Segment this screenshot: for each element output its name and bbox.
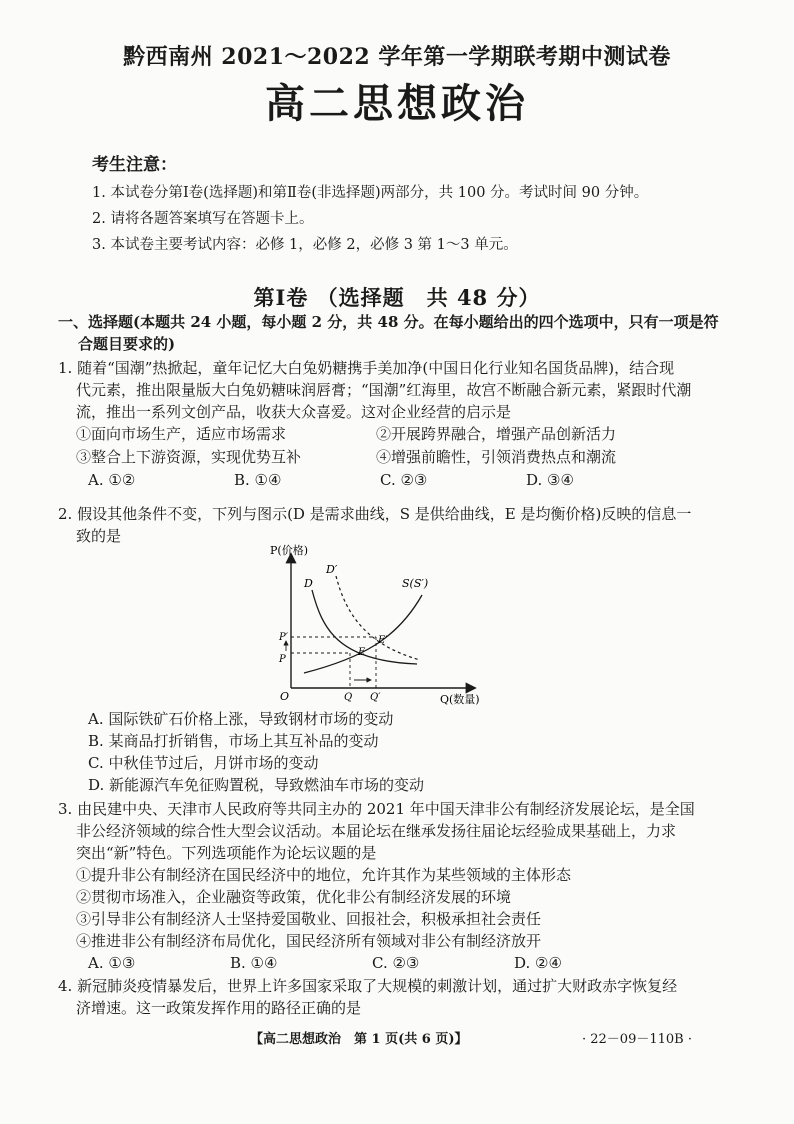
statement-option: ④增强前瞻性，引领消费热点和潮流 [376,448,617,466]
statement-option: ①面向市场生产，适应市场需求 [76,425,287,443]
choice-row [58,952,758,974]
label-e-prime: E′ [378,635,388,646]
notice-item: 2. 请将各题答案填写在答题卡上。 [92,211,314,227]
notice-heading: 考生注意： [92,155,177,175]
choice-b: B. 某商品打折销售，市场上其互补品的变动 [88,732,379,750]
question-text: 流，推出一系列文创产品，收获大众喜爱。这对企业经营的启示是 [76,403,512,421]
question-text: 代元素，推出限量版大白兔奶糖味润唇膏；“国潮”红海里，故宫不断融合新元素，紧跟时代潮 [76,381,692,399]
exam-title: 高二思想政治 [265,80,529,127]
exam-header-line: 黔西南州 2021～2022 学年第一学期联考期中测试卷 [123,44,671,70]
label-p: P [279,654,286,665]
label-e: E [358,647,366,658]
statement-option: ①提升非公有制经济在国民经济中的地位，允许其作为某些领域的主体形态 [76,866,572,884]
label-q-prime: Q′ [370,692,381,703]
question-text: 3. 由民建中央、天津市人民政府等共同主办的 2021 年中国天津非公有制经济发展论坛，是全国 [58,800,695,818]
question-text: 致的是 [76,527,122,545]
question-text: 1. 随着“国潮”热掀起，童年记忆大白兔奶糖携手美加净(中国日化行业知名国货品牌)，结合现 [58,359,675,377]
choice-c: C. ②③ [372,954,420,972]
question-1 [58,357,758,491]
choice-a: A. ①③ [88,954,136,972]
choice-b: B. ①④ [230,954,278,972]
option-row [58,446,758,469]
label-q: Q [344,692,353,703]
question-text: 济增速。这一政策发挥作用的路径正确的是 [76,999,362,1017]
question-text: 4. 新冠肺炎疫情暴发后，世界上许多国家采取了大规模的刺激计划，通过扩大财政赤字恢复经 [58,977,678,995]
label-d-prime: D′ [326,563,338,576]
choice-c: C. ②③ [380,471,428,489]
choice-d: D. 新能源汽车免征购置税，导致燃油车市场的变动 [88,776,425,794]
notice-item: 3. 本试卷主要考试内容：必修 1，必修 2，必修 3 第 1～3 单元。 [92,237,518,253]
question-text: 非公经济领域的综合性大型会议活动。本届论坛在继承发扬往届论坛经验成果基础上，力求 [76,822,677,840]
choice-row [58,469,758,491]
question-text: 2. 假设其他条件不变，下列与图示(D 是需求曲线，S 是供给曲线，E 是均衡价格)反映的信息一 [58,505,692,523]
label-p-prime: P′ [279,632,288,643]
question-2 [58,503,758,547]
notice-item: 1. 本试卷分第Ⅰ卷(选择题)和第Ⅱ卷(非选择题)两部分，共 100 分。考试时间 90 分钟。 [92,185,649,201]
question-3 [58,798,758,974]
instr-line: 一、选择题(本题共 24 小题，每小题 2 分，共 48 分。在每小题给出的四个选项中，只有一项是符 [58,313,719,331]
notice-list [92,180,742,258]
choice-d: D. ②④ [514,954,562,972]
y-axis-label: P(价格) [270,544,308,557]
question-text: 突出“新”特色。下列选项能作为论坛议题的是 [76,844,377,862]
supply-demand-diagram [262,543,502,708]
statement-option: ③整合上下游资源，实现优势互补 [76,448,302,466]
statement-option: ②贯彻市场准入，企业融资等政策，优化非公有制经济发展的环境 [76,888,512,906]
supply-curve-s [304,595,422,673]
choice-a: A. ①② [88,471,136,489]
question-2-options [58,708,758,796]
section-title: 第Ⅰ卷 （选择题 共 48 分） [253,285,541,310]
origin-label: O [280,690,290,703]
footer-exam-code: · 22－09－110B · [582,1032,692,1047]
choice-a: A. 国际铁矿石价格上涨，导致钢材市场的变动 [88,710,394,728]
label-s: S(S′) [402,577,429,590]
choice-b: B. ①④ [234,471,282,489]
question-4 [58,975,758,1019]
footer-page-info: 【高二思想政治 第 1 页(共 6 页)】 [250,1032,468,1047]
choice-c: C. 中秋佳节过后，月饼市场的变动 [88,754,319,772]
statement-option: ②开展跨界融合，增强产品创新活力 [376,425,617,443]
choice-d: D. ③④ [526,471,574,489]
statement-option: ④推进非公有制经济布局优化，国民经济所有领域对非公有制经济放开 [76,932,542,950]
statement-option: ③引导非公有制经济人士坚持爱国敬业、回报社会，积极承担社会责任 [76,910,542,928]
option-row [58,423,758,446]
section-instructions [58,311,748,355]
x-axis-label: Q(数量) [440,693,480,706]
instr-line: 合题目要求的) [78,335,176,353]
label-d: D [304,577,313,590]
